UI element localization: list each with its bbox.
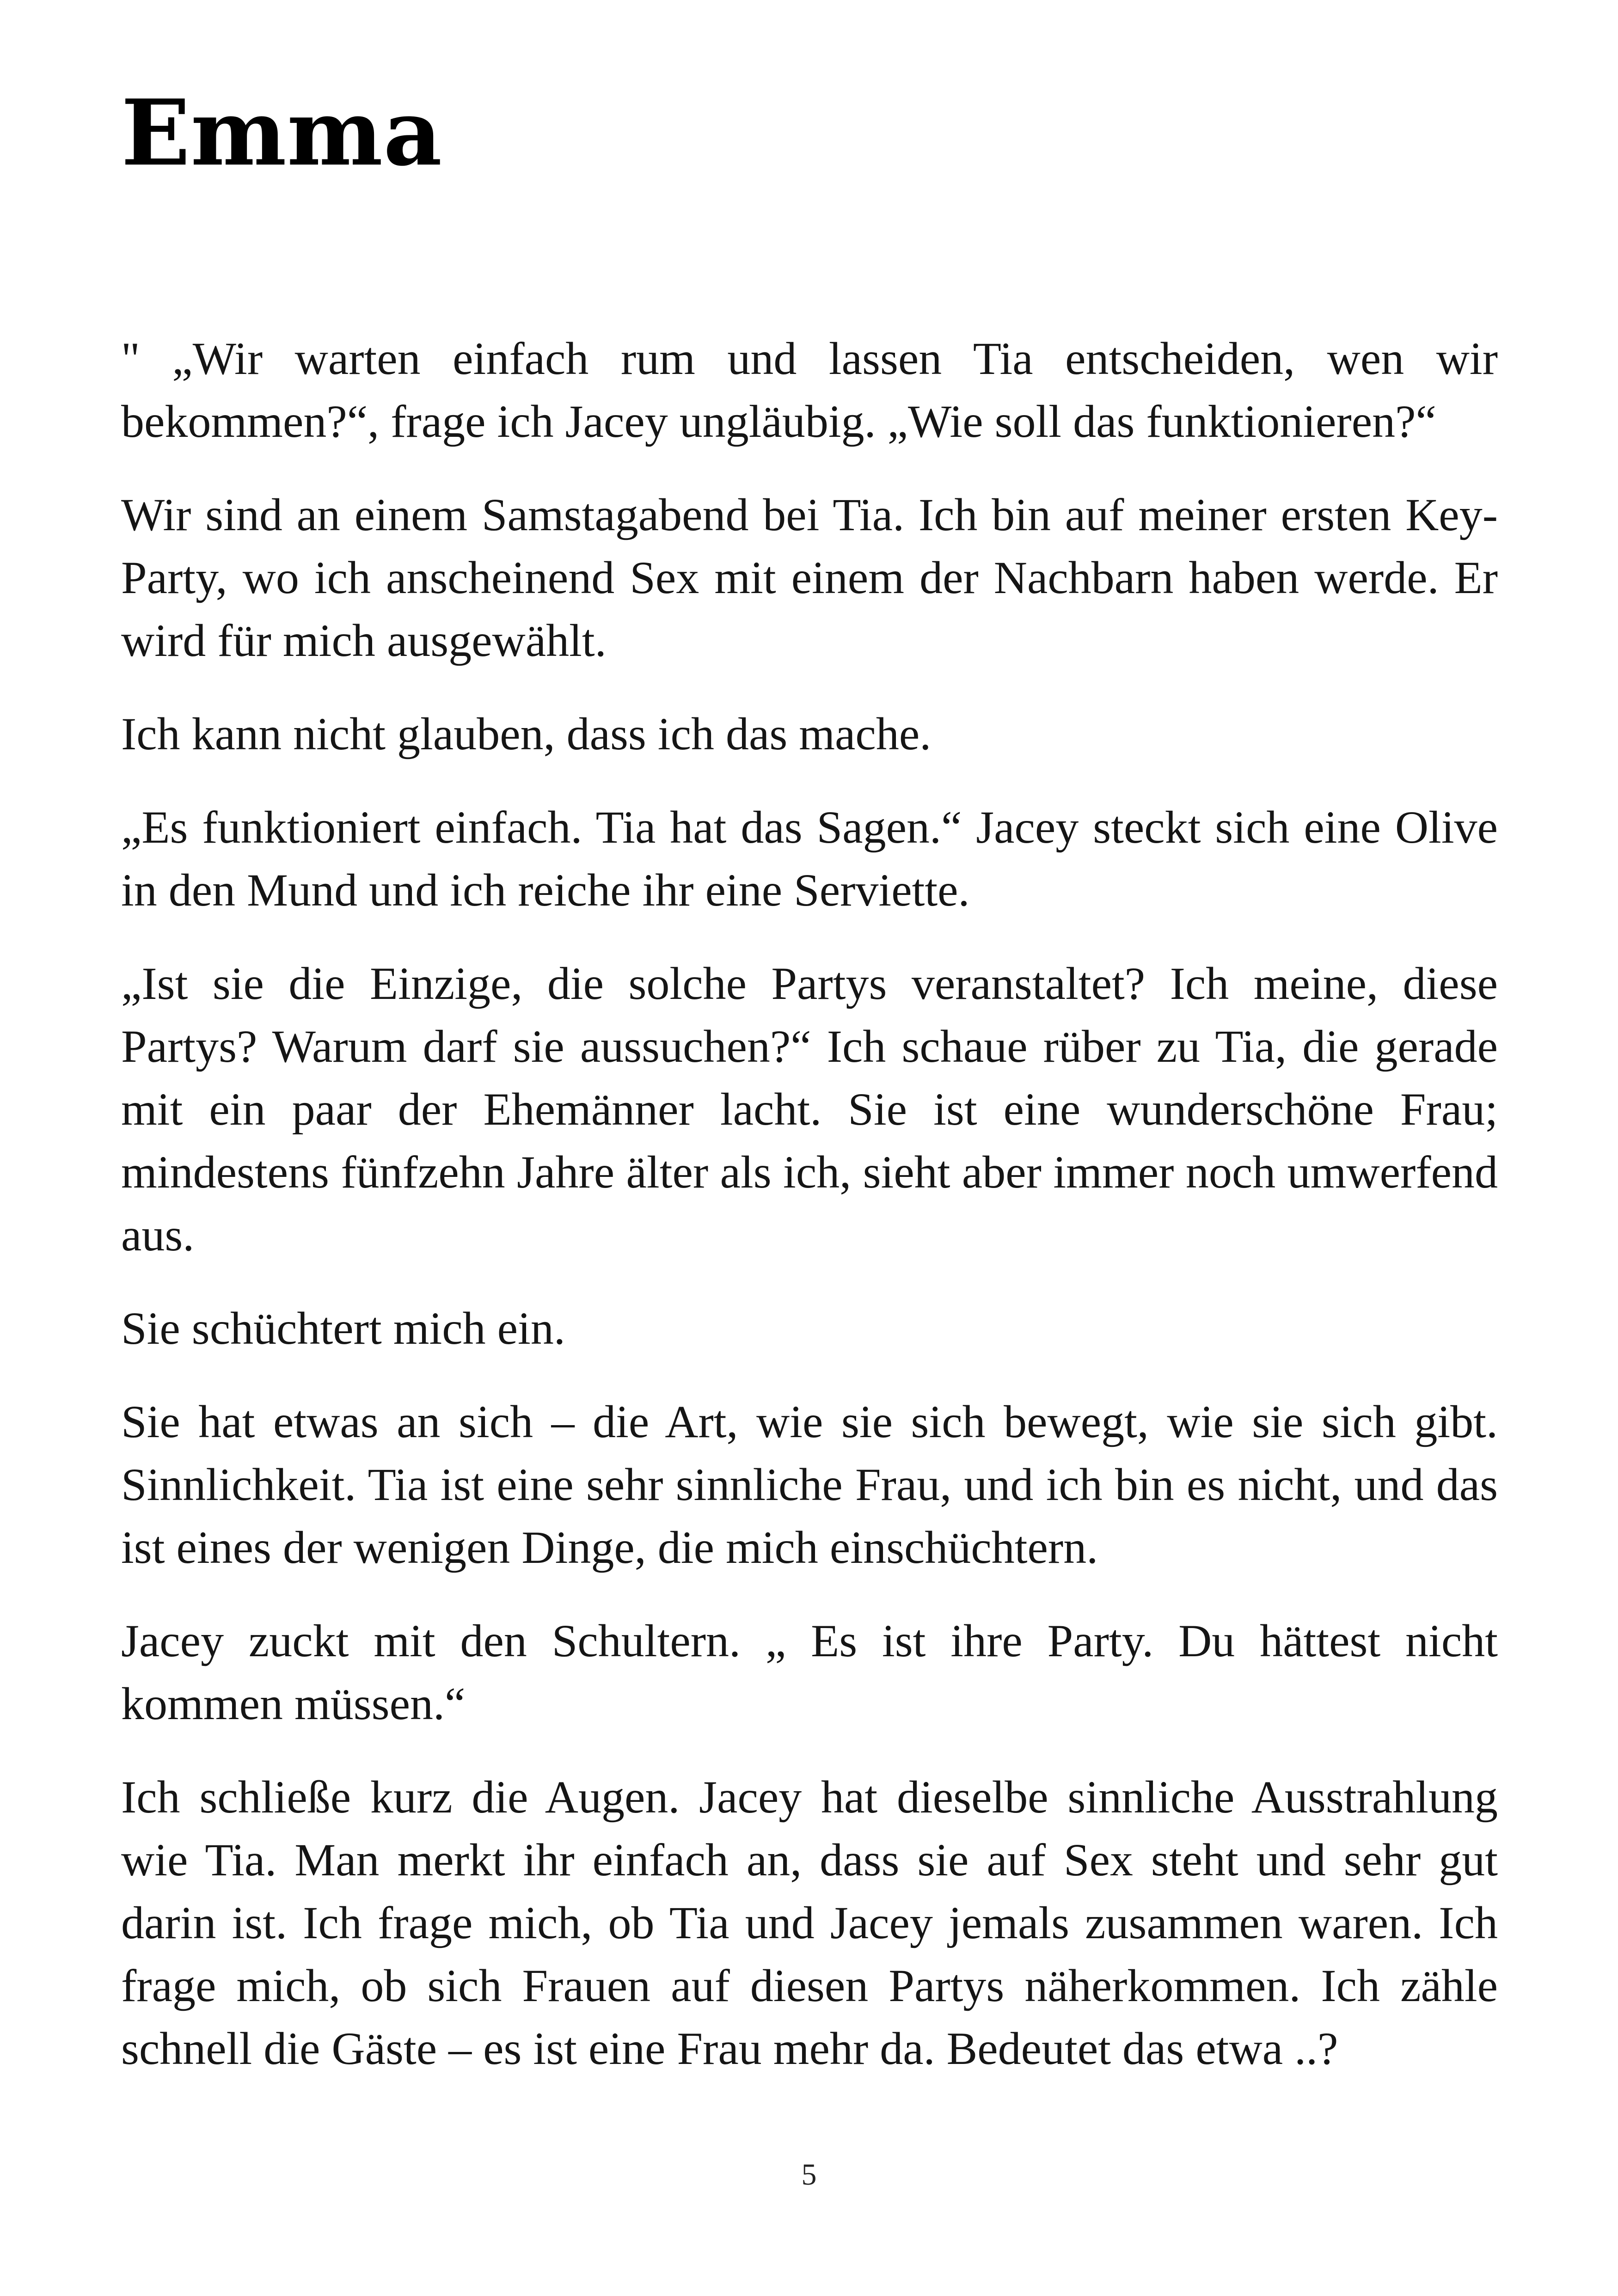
paragraph: " „Wir warten einfach rum und lassen Tia entscheiden, wen wir bekommen?“, frage ich Jacey ungläubig. „Wie soll das funktionieren?“ [121, 333, 1498, 447]
page-number: 5 [801, 2158, 817, 2192]
paragraph: Wir sind an einem Samstagabend bei Tia. Ich bin auf meiner ersten Key-Party, wo ich anscheinend Sex mit einem der Nachbarn haben werde. Er wird für mich ausgewählt. [121, 489, 1498, 666]
paragraph: „Es funktioniert einfach. Tia hat das Sagen.“ Jacey steckt sich eine Olive in den Mund und ich reiche ihr eine Serviette. [121, 802, 1498, 916]
chapter-title: Emma [121, 80, 443, 186]
paragraph: „Ist sie die Einzige, die solche Partys veranstaltet? Ich meine, diese Partys? Warum darf sie aussuchen?“ Ich schaue rüber zu Tia, die gerade mit ein paar der Ehemänner lacht. Sie ist eine wunderschöne Frau; mindestens fünfzehn Jahre älter als ich, sieht aber immer noch umwerfend aus. [121, 958, 1498, 1261]
paragraph: Sie hat etwas an sich – die Art, wie sie sich bewegt, wie sie sich gibt. Sinnlichkeit. Tia ist eine sehr sinnliche Frau, und ich bin es nicht, und das ist eines der wenigen Dinge, die mich einschüchtern. [121, 1396, 1498, 1573]
paragraph: Jacey zuckt mit den Schultern. „ Es ist ihre Party. Du hättest nicht kommen müssen.“ [121, 1615, 1498, 1729]
paragraph: Sie schüchtert mich ein. [121, 1303, 565, 1354]
paragraph: Ich schließe kurz die Augen. Jacey hat dieselbe sinnliche Ausstrahlung wie Tia. Man merkt ihr einfach an, dass sie auf Sex steht und sehr gut darin ist. Ich frage mich, ob Tia und Jacey jemals zusammen waren. Ich frage mich, ob sich Frauen auf diesen Partys näherkommen. Ich zähle schnell die Gäste – es ist eine Frau mehr da. Bedeutet das etwa ..? [121, 1771, 1498, 2074]
paragraph: Ich kann nicht glauben, dass ich das mache. [121, 708, 932, 759]
chapter-body [121, 327, 1498, 2111]
